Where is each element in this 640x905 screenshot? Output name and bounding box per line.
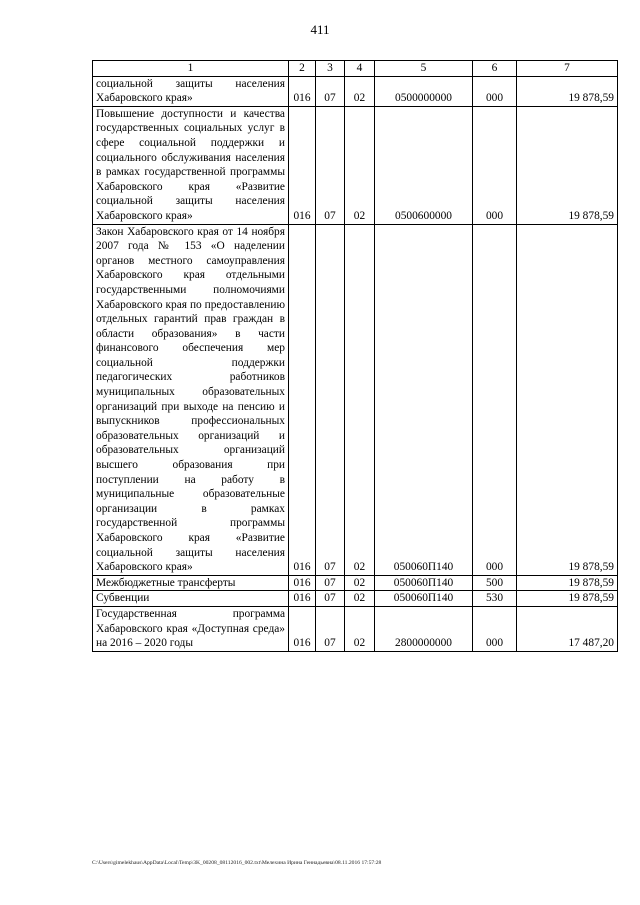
cell-subsection: 02 [345, 106, 375, 224]
cell-target-article: 050060П140 [375, 224, 473, 575]
row-name: Межбюджетные трансферты [93, 575, 289, 591]
page-number: 411 [310, 22, 330, 37]
cell-subsection: 02 [345, 224, 375, 575]
column-header: 3 [316, 61, 345, 77]
cell-section: 07 [316, 76, 345, 106]
cell-ministry-code: 016 [289, 76, 316, 106]
cell-subsection: 02 [345, 606, 375, 651]
column-header: 2 [289, 61, 316, 77]
cell-section: 07 [316, 575, 345, 591]
row-name: Субвенции [93, 591, 289, 607]
cell-ministry-code: 016 [289, 591, 316, 607]
file-path-footer: C:\Users\gimelekhaus\AppData\Local\Temp\3K_00208_08112016_002.txt\Мелехина Ирина Геннадьевна\08.11.2016 17:57:28 [92, 860, 382, 866]
table-row [93, 591, 618, 607]
cell-ministry-code: 016 [289, 575, 316, 591]
cell-amount: 19 878,59 [517, 76, 618, 106]
column-header: 6 [473, 61, 517, 77]
cell-section: 07 [316, 106, 345, 224]
cell-expense-type: 000 [473, 106, 517, 224]
column-header: 7 [517, 61, 618, 77]
cell-target-article: 0500600000 [375, 106, 473, 224]
cell-target-article: 0500000000 [375, 76, 473, 106]
cell-section: 07 [316, 591, 345, 607]
cell-subsection: 02 [345, 575, 375, 591]
budget-table [92, 60, 618, 652]
table-row [93, 224, 618, 575]
cell-expense-type: 530 [473, 591, 517, 607]
cell-target-article: 2800000000 [375, 606, 473, 651]
row-name: Повышение доступности и качества государственных социальных услуг в сфере социальной поддержки и социального обслуживания населения в рамках государственной программы Хабаровского края «Развитие социальной защиты населения Хабаровского края» [93, 106, 289, 224]
table-row [93, 76, 618, 106]
column-header: 5 [375, 61, 473, 77]
table-row [93, 106, 618, 224]
cell-amount: 19 878,59 [517, 106, 618, 224]
cell-section: 07 [316, 224, 345, 575]
row-name: Государственная программа Хабаровского края «Доступная среда» на 2016 – 2020 годы [93, 606, 289, 651]
cell-target-article: 050060П140 [375, 591, 473, 607]
table-header-row [93, 61, 618, 77]
row-name: социальной защиты населения Хабаровского края» [93, 76, 289, 106]
cell-expense-type: 000 [473, 76, 517, 106]
cell-expense-type: 500 [473, 575, 517, 591]
cell-expense-type: 000 [473, 224, 517, 575]
column-header: 4 [345, 61, 375, 77]
cell-ministry-code: 016 [289, 224, 316, 575]
table-row [93, 606, 618, 651]
column-header: 1 [93, 61, 289, 77]
cell-expense-type: 000 [473, 606, 517, 651]
cell-amount: 17 487,20 [517, 606, 618, 651]
cell-subsection: 02 [345, 591, 375, 607]
cell-section: 07 [316, 606, 345, 651]
table-row [93, 575, 618, 591]
cell-amount: 19 878,59 [517, 575, 618, 591]
row-name: Закон Хабаровского края от 14 ноября 2007 года № 153 «О наделении органов местного самоуправления Хабаровского края отдельными государственными полномочиями Хабаровского края по предоставлению отдельных гарантий прав граждан в области образования» в части финансового обеспечения мер социальной поддержки педагогических работников муниципальных образовательных организаций при выходе на пенсию и выпускников профессиональных образовательных организаций и образовательных организаций высшего образования при поступлении на работу в муниципальные образовательные организации в рамках государственной программы Хабаровского края «Развитие социальной защиты населения Хабаровского края» [93, 224, 289, 575]
cell-ministry-code: 016 [289, 606, 316, 651]
cell-subsection: 02 [345, 76, 375, 106]
cell-target-article: 050060П140 [375, 575, 473, 591]
cell-amount: 19 878,59 [517, 591, 618, 607]
cell-ministry-code: 016 [289, 106, 316, 224]
cell-amount: 19 878,59 [517, 224, 618, 575]
